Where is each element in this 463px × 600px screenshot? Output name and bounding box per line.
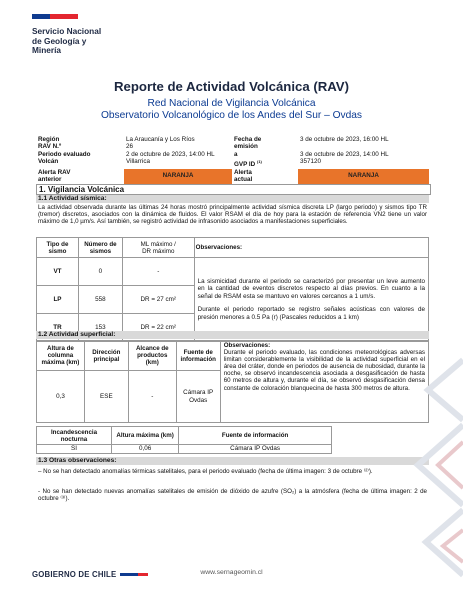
subsection-other-title: 1.3 Otras observaciones: (36, 457, 429, 465)
seismic-type: TR (37, 314, 79, 342)
watermark-graphic (388, 330, 463, 600)
gvp-value: 357120 (300, 158, 322, 166)
rav-value: 26 (126, 143, 134, 151)
seismic-header-numero: Número de sismos (78, 238, 122, 258)
gvp-label-text: GVP ID (234, 161, 256, 169)
surface-table (36, 340, 429, 423)
seismic-count: 153 (78, 314, 122, 342)
seismic-type: VT (37, 258, 79, 286)
a-label: a (234, 150, 238, 158)
region-label: Región (38, 136, 60, 143)
inc-header: Incandescencia nocturna (37, 427, 112, 445)
inc-altura-header: Altura máxima (km) (112, 427, 179, 445)
org-line: de Geología y (32, 35, 87, 46)
seismic-observations (194, 258, 428, 342)
seismic-obs-2: Durante el periodo reportado se registro señales acústicas con valores de presión menores a 0.5 Pa (r) (Pascales reducidos a 1 km) (197, 306, 425, 321)
incandescence-table (36, 426, 332, 454)
fecha-emision-value: 3 de octubre de 2023, 16:00 HL (300, 136, 389, 143)
surface-header-alcance: Alcance de productos (km) (128, 341, 176, 371)
alerta-actual-l2: actual (234, 176, 253, 184)
gvp-label (232, 158, 298, 169)
report-subtitle-2: Observatorio Volcanológico de los Andes del Sur – Ovdas (100, 110, 363, 121)
seismic-value: DR = 22 cm² (122, 314, 194, 342)
surface-obs-header: Observaciones: (223, 342, 271, 349)
inc-fuente-value: Cámara IP Ovdas (179, 445, 332, 454)
seismic-count: 0 (78, 258, 122, 286)
surface-obs-text: Durante el periodo evaluado, las condiciones meteorológicas adversas limitan considerablemente la visibilidad de la actividad superficial en el área del cráter, donde en periodos de ausencia de nubosidad, durante la noche, se observó incandescencia asociada a desgasificación de hasta 60 metros de altura y, durante el día, se observó desgasificación densa constante de coloración blanquecina de hasta 300 metros de altura. (223, 349, 425, 392)
report-subtitle: Red Nacional de Vigilancia Volcánica (147, 98, 316, 109)
rav-label: RAV N.º (38, 143, 62, 151)
alerta-anterior-l1: Alerta RAV (38, 168, 71, 176)
footer-url[interactable]: www.sernageomin.cl (200, 569, 263, 576)
surface-alcance: - (128, 371, 176, 423)
seismic-table (36, 237, 429, 342)
fecha-emision-label: Fecha de (234, 136, 262, 143)
flag-logo (32, 14, 78, 19)
alerta-actual-l1: Alerta (234, 168, 252, 176)
report-title: Reporte de Actividad Volcánica (RAV) (114, 79, 349, 94)
alerta-actual-label (232, 169, 298, 184)
seismic-header-tipo: Tipo de sismo (37, 238, 79, 258)
a-value: 3 de octubre de 2023, 14:00 HL (300, 150, 389, 158)
seismic-header-ml (122, 238, 194, 258)
government-logo-text: GOBIERNO DE CHILE (32, 570, 117, 579)
inc-value: SI (37, 445, 112, 454)
periodo-label: Periodo evaluado (38, 150, 91, 158)
surface-direccion: ESE (84, 371, 128, 423)
volcan-value: Villarrica (126, 158, 151, 166)
seismic-type: LP (37, 286, 79, 314)
other-observation-2: - No se han detectado nuevas anomalías satelitales de emisión de dióxido de azufre (SO₂) a la atmósfera (fecha de última imagen: 2 de octubre ⁽³⁾). (38, 488, 427, 502)
alerta-actual-badge: NARANJA (298, 169, 429, 184)
surface-header-fuente: Fuente de información (176, 341, 220, 371)
inc-altura-value: 0,06 (112, 445, 179, 454)
section-title: 1. Vigilancia Volcánica (36, 184, 431, 195)
region-value: La Araucanía y Los Ríos (126, 136, 195, 143)
inc-fuente-header: Fuente de información (179, 427, 332, 445)
org-line: Minería (32, 45, 62, 55)
surface-header-direccion: Dirección principal (84, 341, 128, 371)
alerta-anterior-badge: NARANJA (124, 169, 232, 184)
org-line: Servicio Nacional (32, 26, 102, 36)
surface-altura: 0,3 (37, 371, 85, 423)
gvp-sup: (1) (256, 159, 262, 165)
seismic-count: 558 (78, 286, 122, 314)
subsection-surface-title: 1.2 Actividad superficial: (36, 331, 429, 339)
dr-label: DR máximo (142, 247, 175, 255)
fecha-emision-label-2: emisión (234, 143, 258, 151)
alerta-anterior-l2: anterior (38, 176, 62, 184)
seismic-paragraph: La actividad observada durante las últimas 24 horas mostró principalmente actividad sísmica discreta LP (largo periodo) y sismos tipo TR (tremor) discretos, asociados con la dinámica de fluidos. El valor RSAM el día de hoy para la estación de referencia VN2 tiene un valor máximo de 1,0 µm/s. Así también, se registró actividad de infrasonido asociados a manifestaciones superficiales. (38, 204, 427, 225)
surface-fuente: Cámara IP Ovdas (176, 371, 220, 423)
periodo-value: 2 de octubre de 2023, 14:00 HL (126, 150, 215, 158)
other-observation-1: – No se han detectado anomalías térmicas satelitales, para el periodo evaluado (fecha de última imagen: 3 de octubre ⁽²⁾). (38, 468, 373, 475)
seismic-obs-1: La sismicidad durante el periodo se caracterizó por presentar un leve aumento en la cantidad de eventos discretos respecto al días previos. En cuanto a la señal de RSAM esta se mantuvo en valores cercanos a 1 um/s. (197, 277, 425, 300)
seismic-value: - (122, 258, 194, 286)
volcan-label: Volcán (38, 158, 59, 166)
seismic-header-obs: Observaciones: (194, 238, 428, 258)
info-table (36, 136, 429, 184)
alerta-anterior-label (36, 169, 124, 184)
subsection-seismic-title: 1.1 Actividad sísmica: (36, 195, 429, 203)
ml-label: ML máximo / (140, 240, 176, 248)
org-name (32, 27, 101, 56)
seismic-value: DR = 27 cm² (122, 286, 194, 314)
surface-header-altura: Altura de columna máxima (km) (37, 341, 85, 371)
